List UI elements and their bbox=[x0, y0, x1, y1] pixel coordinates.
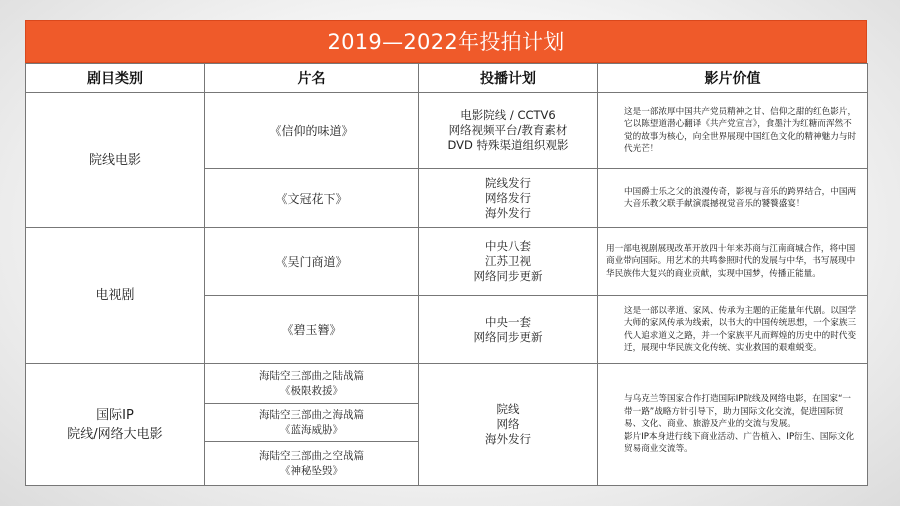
film-name-text: 海陆空三部曲之陆战篇 《极限救援》 bbox=[259, 369, 364, 397]
film-name bbox=[205, 364, 419, 404]
value-text: 中国爵士乐之父的浪漫传奇，影视与音乐的跨界结合，中国两大音乐教父联手献演震撼视觉音乐的饕餮盛宴！ bbox=[624, 186, 857, 209]
film-value bbox=[598, 93, 868, 169]
plan-line: 中央八套 bbox=[485, 239, 531, 253]
release-plan bbox=[419, 296, 598, 364]
film-value bbox=[598, 364, 868, 486]
plan-table bbox=[25, 63, 868, 486]
category-cell: 院线电影 bbox=[26, 93, 205, 228]
release-plan bbox=[419, 169, 598, 228]
plan-line: 海外发行 bbox=[485, 205, 531, 220]
release-plan bbox=[419, 364, 598, 486]
film-value bbox=[598, 169, 868, 228]
category-text: 国际IP 院线/网络大电影 bbox=[67, 407, 163, 442]
film-name-text: 海陆空三部曲之空战篇 《神秘坠毁》 bbox=[259, 449, 364, 477]
plan-line: 网络视频平台/教育素材 bbox=[448, 123, 568, 137]
film-name: 《信仰的味道》 bbox=[205, 93, 419, 169]
plan-line: 电影院线 / CCTV6 bbox=[460, 108, 556, 122]
release-plan bbox=[419, 93, 598, 169]
slide bbox=[25, 20, 867, 488]
plan-line: 海外发行 bbox=[485, 432, 531, 446]
plan-line: 中央一套 bbox=[485, 314, 531, 329]
plan-line: 网络同步更新 bbox=[473, 329, 543, 344]
plan-line: 院线发行 bbox=[485, 175, 531, 190]
plan-line: 网络 bbox=[496, 417, 520, 431]
plan-line: DVD 特殊渠道组织观影 bbox=[447, 138, 569, 152]
header-film-value: 影片价值 bbox=[598, 64, 868, 93]
table-row bbox=[26, 93, 868, 169]
value-text: 这是一部以孝道、家风、传承为主题的正能量年代剧。以国学大师的家风传承为线索，以书大的中国传统思想，一个家族三代人追求道义之路，并一个家族平凡而辉煌的历史中的时代变迁，展现中华民族文化传统、实业救国的艰难蜕变。 bbox=[624, 305, 857, 353]
table-row bbox=[26, 364, 868, 404]
value-text: 用一部电视剧展现改革开放四十年来苏商与江南商城合作，将中国商业带向国际。用艺术的共鸣参照时代的发展与中华，书写展现中华民族伟大复兴的商业贡献，实现中国梦，传播正能量。 bbox=[606, 243, 856, 279]
plan-line: 江苏卫视 bbox=[485, 254, 531, 268]
category-cell: 电视剧 bbox=[26, 228, 205, 364]
film-name: 《吴门商道》 bbox=[205, 228, 419, 296]
film-name: 《文冠花下》 bbox=[205, 169, 419, 228]
value-text: 与乌克兰等国家合作打造国际IP院线及网络电影，在国家“一带一路”战略方针引导下，助力国际文化交流，促进国际贸易、文化、商业、旅游及产业的交流与发展。 影片IP本身进行线下商业活动、广告植入、IP衍生、国际文化贸易商业交流等。 bbox=[624, 394, 855, 455]
plan-line: 院线 bbox=[496, 402, 520, 416]
film-name-text: 海陆空三部曲之海战篇 《蓝海威胁》 bbox=[259, 408, 364, 436]
header-film-name: 片名 bbox=[205, 64, 419, 93]
table-header-row bbox=[26, 64, 868, 93]
film-name: 《碧玉簪》 bbox=[205, 296, 419, 364]
film-name bbox=[205, 442, 419, 486]
plan-line: 网络发行 bbox=[485, 190, 531, 205]
category-cell bbox=[26, 364, 205, 486]
release-plan bbox=[419, 228, 598, 296]
film-value bbox=[598, 296, 868, 364]
film-value bbox=[598, 228, 868, 296]
table-row bbox=[26, 228, 868, 296]
plan-line: 网络同步更新 bbox=[473, 269, 543, 283]
value-text: 这是一部浓厚中国共产党员精神之甘、信仰之甜的红色影片，它以陈望道潜心翻译《共产党宣言》，食墨汁为红糖而浑然不觉的故事为核心，向全世界展现中国红色文化的精神魅力与时代光芒！ bbox=[624, 106, 857, 154]
page-title: 2019—2022年投拍计划 bbox=[25, 20, 867, 63]
film-name bbox=[205, 404, 419, 442]
header-category: 剧目类别 bbox=[26, 64, 205, 93]
header-release-plan: 投播计划 bbox=[419, 64, 598, 93]
